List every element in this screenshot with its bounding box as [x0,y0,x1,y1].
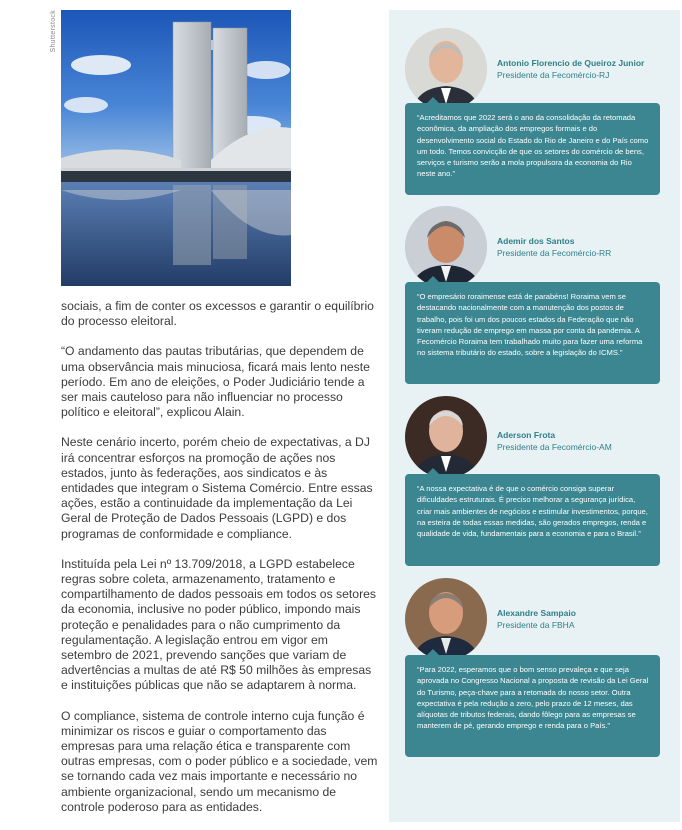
avatar [405,578,487,660]
quote-box: “Para 2022, esperamos que o bom senso prevaleça e que seja aprovada no Congresso Nacional a proposta de revisão da Lei Geral do Turismo, peça-chave para a retomada do nosso setor. Outra expectativa é pela redução a zero, pelo prazo de 12 meses, das alíquotas de tributos federais, dando fôlego para as empresas se manterem de pé, gerando emprego e renda para o País.” [405,655,660,757]
quote-box: “O empresário roraimense está de parabéns! Roraima vem se destacando nacionalmente com a manutenção dos postos de trabalho, pois foi um dos poucos estados da Federação que não tiveram redução de emprego em massa por conta da pandemia. A Fecomércio Roraima tem trabalhado muito para fazer uma reforma no sistema tributário do estado, sobre a legislação do ICMS.” [405,282,660,384]
person-role: Presidente da FBHA [497,620,575,630]
article-paragraph: Instituída pela Lei nº 13.709/2018, a LGPD estabelece regras sobre coleta, armazenamento, tratamento e compartilhamento de dados pessoais em todos os setores da economia, inclusive no poder público, impondo mais proteção e penalidades para o não cumprimento da regulamentação. A legislação entrou em vigor em setembro de 2021, prevendo sanções que variam de advertências a multas de até R$ 50 milhões às empresas e instituições públicas que não se adaptarem à norma. [61,556,377,693]
quote-box: “Acreditamos que 2022 será o ano da consolidação da retomada econômica, da ampliação dos empregos formais e do desenvolvimento social do Estado do Rio de Janeiro e do País como um todo. Temos convicção de que os setores do comércio de bens, serviços e turismo serão a mola propulsora da economia do Rio neste ano.” [405,103,660,195]
person-name: Ademir dos Santos [497,236,575,246]
person-name: Alexandre Sampaio [497,608,576,618]
person-name: Antonio Florencio de Queiroz Junior [497,58,645,68]
article-paragraph: “O andamento das pautas tributárias, que dependem de uma observância mais minuciosa, ficará mais lento neste período. Em ano de eleições, o Poder Judiciário tende a ser mais cauteloso para não influenciar no processo político e eleitoral”, explicou Alain. [61,344,370,420]
photo-credit: Shutterstock [50,10,57,53]
article-paragraph: O compliance, sistema de controle interno cuja função é minimizar os riscos e guiar o comportamento das empresas para uma relação ética e transparente com outras empresas, com o poder público e a sociedade, vem se tornando cada vez mais importante e necessário no ambiente organizacional, sendo um mecanismo de controle poderoso para as entidades. [61,708,378,814]
avatar [405,28,487,110]
congress-building-photo [61,10,291,286]
person-name: Aderson Frota [497,430,556,440]
avatar [405,206,487,288]
person-role: Presidente da Fecomércio-RR [497,248,612,258]
avatar [405,396,487,478]
person-role: Presidente da Fecomércio-RJ [497,70,610,80]
testimonials-sidebar [389,10,680,822]
person-role: Presidente da Fecomércio-AM [497,442,612,452]
quote-box: “A nossa expectativa é de que o comércio consiga superar dificuldades estruturais. É preciso melhorar a segurança jurídica, criar mais ambientes de negócios e estimular investimentos, porque, na esteira de todas essas medidas, são gerados empregos, renda e qualidade de vida, fundamentais para a economia e para o Brasil.” [405,474,660,566]
article-paragraph: sociais, a fim de conter os excessos e garantir o equilíbrio do processo eleitoral. [61,299,374,329]
article-paragraph: Neste cenário incerto, porém cheio de expectativas, a DJ irá concentrar esforços na promoção de ações nos estados, junto às federações, aos sindicatos e às entidades que integram o Sistema Comércio. Entre essas ações, estão a continuidade da implementação da Lei Geral de Proteção de Dados Pessoais (LGPD) e dos programas de conformidade e compliance. [61,435,373,541]
article-body [61,299,381,830]
